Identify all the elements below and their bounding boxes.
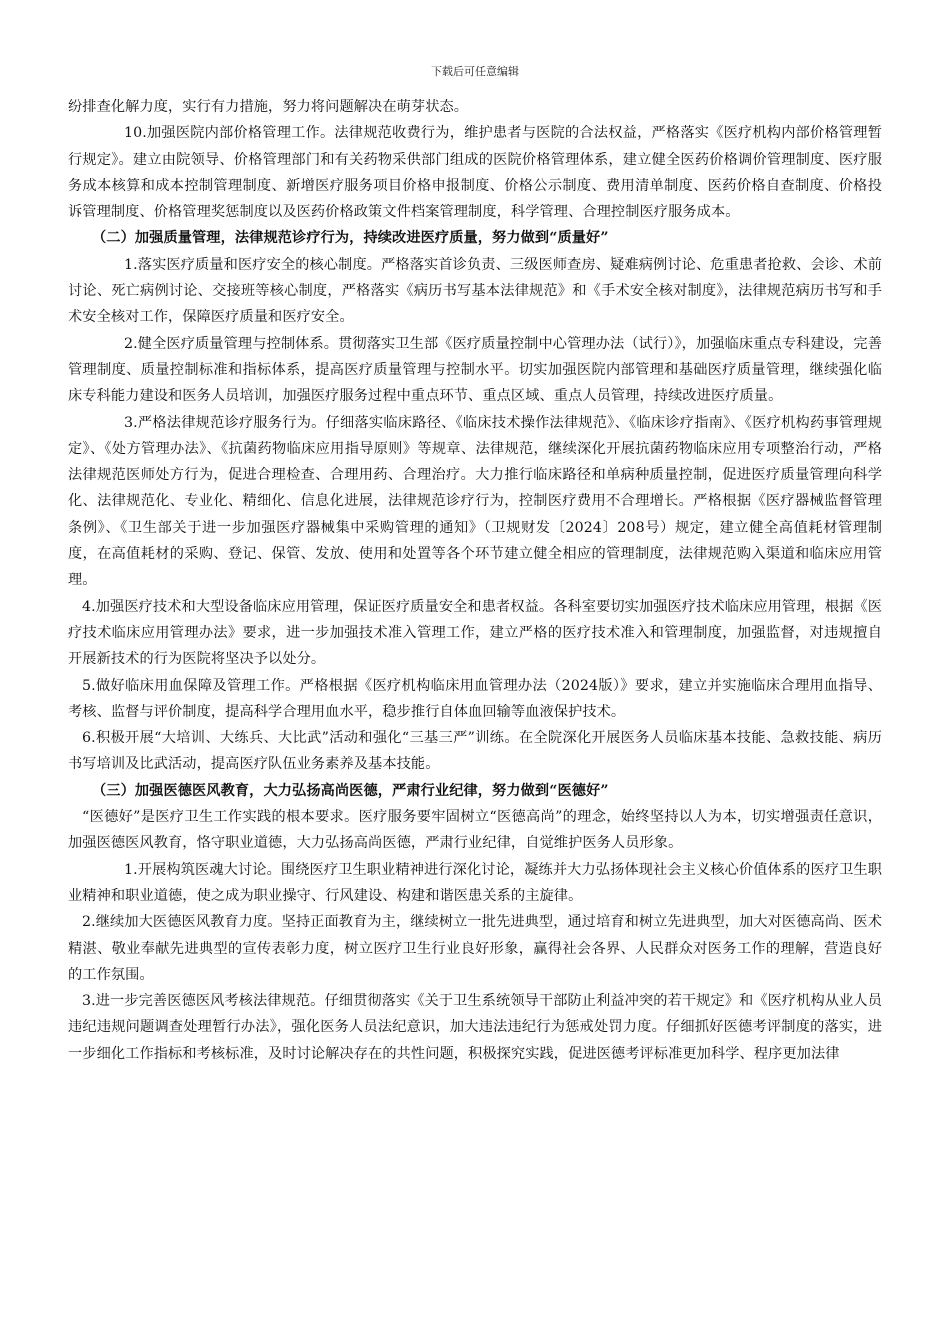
document-body: [68, 94, 882, 1067]
paragraph: 10.加强医院内部价格管理工作。法律规范收费行为，维护患者与医院的合法权益，严格落实《医疗机构内部价格管理暂行规定》。建立由院领导、价格管理部门和有关药物采供部门组成的医院价格管理体系，建立健全医药价格调价管理制度、医疗服务成本核算和成本控制管理制度、新增医疗服务项目价格申报制度、价格公示制度、费用清单制度、医药价格自查制度、价格投诉管理制度、价格管理奖惩制度以及医药价格政策文件档案管理制度，科学管理、合理控制医疗服务成本。: [68, 125, 882, 221]
page-header: 下载后可任意编辑: [431, 65, 519, 78]
paragraph: 1.落实医疗质量和医疗安全的核心制度。严格落实首诊负责、三级医师查房、疑难病例讨论、危重患者抢救、会诊、术前讨论、死亡病例讨论、交接班等核心制度，严格落实《病历书写基本法律规范》和《手术安全核对制度》，法律规范病历书写和手术安全核对工作，保障医疗质量和医疗安全。: [68, 256, 882, 326]
paragraph: 2.健全医疗质量管理与控制体系。贯彻落实卫生部《医疗质量控制中心管理办法（试行）》，加强临床重点专科建设，完善管理制度、质量控制标准和指标体系，提高医疗质量管理与控制水平。切实加强医院内部管理和基础医疗质量管理，继续强化临床专科能力建设和医务人员培训，加强医疗服务过程中重点环节、重点区域、重点人员管理，持续改进医疗质量。: [68, 335, 882, 405]
paragraph: “医德好”是医疗卫生工作实践的根本要求。医疗服务要牢固树立“医德高尚”的理念，始终坚持以人为本，切实增强责任意识，加强医德医风教育，恪守职业道德，大力弘扬高尚医德，严肃行业纪律，自觉维护医务人员形象。: [68, 809, 882, 852]
paragraph: 3.严格法律规范诊疗服务行为。仔细落实临床路径、《临床技术操作法律规范》、《临床诊疗指南》、《医疗机构药事管理规定》、《处方管理办法》、《抗菌药物临床应用指导原则》等规章、法律规范，继续深化开展抗菌药物临床应用专项整治行动，严格法律规范医师处方行为，促进合理检查、合理用药、合理治疗。大力推行临床路径和单病种质量控制，促进医疗质量管理向科学化、法律规范化、专业化、精细化、信息化进展，法律规范诊疗行为，控制医疗费用不合理增长。严格根据《医疗器械监督管理条例》、《卫生部关于进一步加强医疗器械集中采购管理的通知》（卫规财发〔2024〕208号）规定，建立健全高值耗材管理制度，在高值耗材的采购、登记、保管、发放、使用和处置等各个环节建立健全相应的管理制度，法律规范购入渠道和临床应用管理。: [68, 414, 882, 589]
paragraph: 纷排查化解力度，实行有力措施，努力将问题解决在萌芽状态。: [68, 99, 469, 115]
paragraph: 4.加强医疗技术和大型设备临床应用管理，保证医疗质量安全和患者权益。各科室要切实加强医疗技术临床应用管理，根据《医疗技术临床应用管理办法》要求，进一步加强技术准入管理工作，建立严格的医疗技术准入和管理制度，加强监督，对违规擅自开展新技术的行为医院将坚决予以处分。: [68, 598, 882, 668]
section-heading: （三）加强医德医风教育，大力弘扬高尚医德，严肃行业纪律，努力做到“医德好”: [92, 782, 609, 799]
paragraph: 5.做好临床用血保障及管理工作。严格根据《医疗机构临床用血管理办法（2024版）》要求，建立并实施临床合理用血指导、考核、监督与评价制度，提高科学合理用血水平，稳步推行自体血回输等血液保护技术。: [68, 677, 882, 720]
paragraph: 6.积极开展“大培训、大练兵、大比武”活动和强化“三基三严”训练。在全院深化开展医务人员临床基本技能、急救技能、病历书写培训及比武活动，提高医疗队伍业务素养及基本技能。: [68, 730, 882, 773]
paragraph: 3.进一步完善医德医风考核法律规范。仔细贯彻落实《关于卫生系统领导干部防止利益冲突的若干规定》和《医疗机构从业人员违纪违规问题调查处理暂行办法》，强化医务人员法纪意识，加大违法违纪行为惩戒处罚力度。仔细抓好医德考评制度的落实，进一步细化工作指标和考核标准，及时讨论解决存在的共性问题，积极探究实践，促进医德考评标准更加科学、程序更加法律: [68, 993, 882, 1062]
paragraph: 1.开展构筑医魂大讨论。围绕医疗卫生职业精神进行深化讨论，凝练并大力弘扬体现社会主义核心价值体系的医疗卫生职业精神和职业道德，使之成为职业操守、行风建设、构建和谐医患关系的主旋律。: [68, 861, 882, 904]
section-heading: （二）加强质量管理，法律规范诊疗行为，持续改进医疗质量，努力做到“质量好”: [92, 230, 609, 247]
paragraph: 2.继续加大医德医风教育力度。坚持正面教育为主，继续树立一批先进典型，通过培育和树立先进典型，加大对医德高尚、医术精湛、敬业奉献先进典型的宣传表彰力度，树立医疗卫生行业良好形象，赢得社会各界、人民群众对医务工作的理解，营造良好的工作氛围。: [68, 914, 882, 983]
